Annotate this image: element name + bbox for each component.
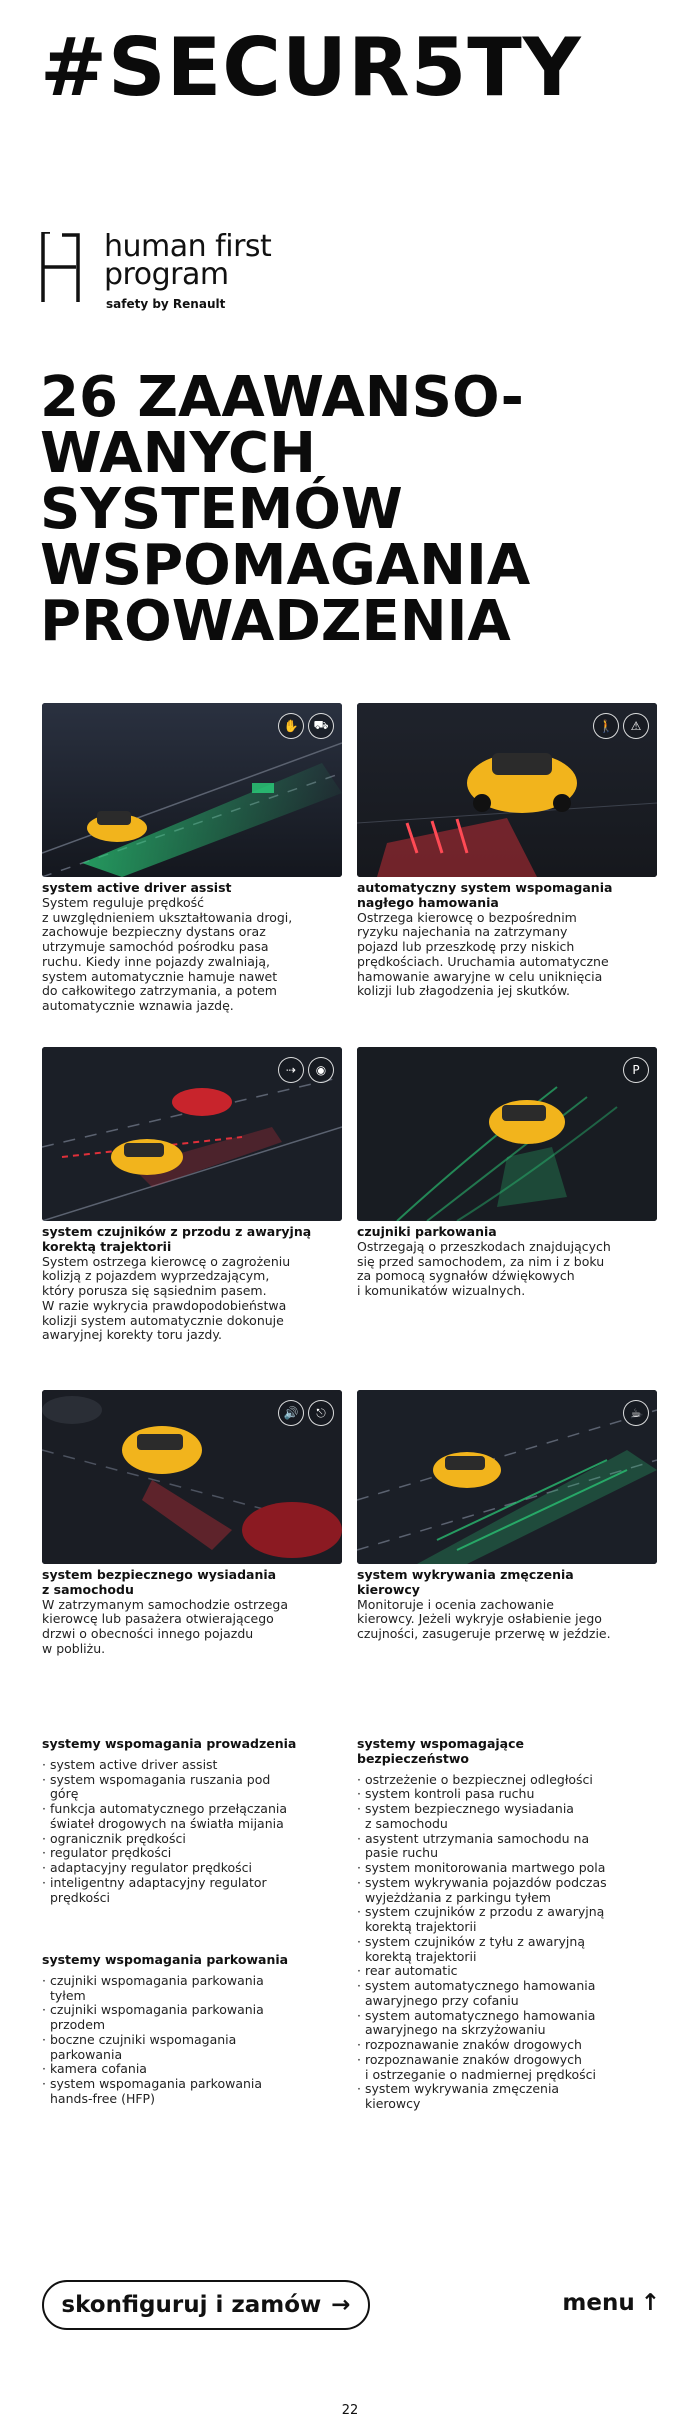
list-item: · kamera cofania xyxy=(42,2062,342,2077)
list-item: · ostrzeżenie o bezpiecznej odległości xyxy=(357,1773,657,1788)
feature-image-emergency-braking xyxy=(357,703,657,877)
brake-warning-icon: ⚠ xyxy=(623,713,649,739)
feature-card-emergency-braking xyxy=(357,703,657,999)
lane-car-icon: ⛟ xyxy=(308,713,334,739)
list-item: · system automatycznego hamowania awaryjnego przy cofaniu xyxy=(357,1979,657,2009)
list-item: · czujniki wspomagania parkowania tyłem xyxy=(42,1974,342,2004)
cta-label: skonfiguruj i zamów xyxy=(61,2292,322,2318)
list-item: · system kontroli pasa ruchu xyxy=(357,1787,657,1802)
feature-card-safe-exit xyxy=(42,1390,342,1657)
logo-tagline: safety by Renault xyxy=(106,297,226,311)
page-headline: 26 ZAAWANSO- WANYCH SYSTEMÓW WSPOMAGANIA PROWADZENIA xyxy=(40,365,531,654)
feature-title: czujniki parkowania xyxy=(357,1224,497,1239)
list-item: · system wspomagania ruszania pod górę xyxy=(42,1773,342,1803)
list-item: · regulator prędkości xyxy=(42,1846,342,1861)
list-item: · boczne czujniki wspomagania parkowania xyxy=(42,2033,342,2063)
list-item: · czujniki wspomagania parkowania przodem xyxy=(42,2003,342,2033)
feature-image-parking-sensors xyxy=(357,1047,657,1221)
feature-image-safe-exit xyxy=(42,1390,342,1564)
feature-card-parking-sensors xyxy=(357,1047,657,1299)
arrow-up-icon: ↑ xyxy=(640,2290,660,2316)
list-item: · system czujników z przodu z awaryjną korektą trajektorii xyxy=(357,1905,657,1935)
feature-text: System reguluje prędkość z uwzględnieniem ukształtowania drogi, zachowuje bezpieczny dystans oraz utrzymuje samochód pośrodku pasa ruchu. Kiedy inne pojazdy zwalniają, system automatycznie hamuje nawet do całkowitego zatrzymania, a potem automatycznie wznawia jazdę. xyxy=(42,894,293,1013)
feature-image-driver-fatigue xyxy=(357,1390,657,1564)
feature-title: system czujników z przodu z awaryjną korektą trajektorii xyxy=(42,1224,312,1254)
list-item: · system wykrywania pojazdów podczas wyjeżdżania z parkingu tyłem xyxy=(357,1876,657,1906)
feature-text: Monitoruje i ocenia zachowanie kierowcy. Jeżeli wykryje osłabienie jego czujności, zasugeruje przerwę w jeździe. xyxy=(357,1596,611,1641)
feature-card-active-driver-assist xyxy=(42,703,342,1014)
speaker-alert-icon: 🔊 xyxy=(278,1400,304,1426)
menu-label: menu xyxy=(562,2290,635,2316)
list-item: · funkcja automatycznego przełączania świateł drogowych na światła mijania xyxy=(42,1802,342,1832)
pedestrian-warning-icon: 🚶 xyxy=(593,713,619,739)
list-safety-systems xyxy=(357,1737,657,2112)
list-item: · system automatycznego hamowania awaryjnego na skrzyżowaniu xyxy=(357,2009,657,2039)
list-item: · inteligentny adaptacyjny regulator prędkości xyxy=(42,1876,342,1906)
list-title: systemy wspomagające bezpieczeństwo xyxy=(357,1736,524,1766)
feature-text: Ostrzega kierowcę o bezpośrednim ryzyku najechania na zatrzymany pojazd lub przeszkodę przy niskich prędkościach. Uruchamia automatyczne hamowanie awaryjne w celu uniknięcia kolizji lub złagodzenia jej skutków. xyxy=(357,909,609,999)
lane-departure-icon: ⇢ xyxy=(278,1057,304,1083)
h-logo-icon xyxy=(40,232,92,302)
list-item: · system wykrywania zmęczenia kierowcy xyxy=(357,2082,657,2112)
parking-sensor-icon: P xyxy=(623,1057,649,1083)
feature-card-driver-fatigue xyxy=(357,1390,657,1642)
list-item: · rear automatic xyxy=(357,1964,657,1979)
logo-line-2: program xyxy=(104,257,229,292)
human-first-logo xyxy=(40,226,340,316)
front-sensor-icon: ◉ xyxy=(308,1057,334,1083)
list-item: · rozpoznawanie znaków drogowych xyxy=(357,2038,657,2053)
door-exit-icon: ⎋ xyxy=(308,1400,334,1426)
feature-text: W zatrzymanym samochodzie ostrzega kierowcę lub pasażera otwierającego drzwi o obecności innego pojazdu w pobliżu. xyxy=(42,1596,288,1656)
list-item: · system wspomagania parkowania hands-free (HFP) xyxy=(42,2077,342,2107)
list-item: · system bezpiecznego wysiadania z samochodu xyxy=(357,1802,657,1832)
feature-image-active-driver-assist xyxy=(42,703,342,877)
logo-line-1: human first xyxy=(104,229,272,264)
feature-title: system bezpiecznego wysiadania z samochodu xyxy=(42,1567,277,1597)
menu-button[interactable] xyxy=(562,2290,660,2316)
arrow-right-icon: → xyxy=(331,2292,351,2318)
list-parking-assistance xyxy=(42,1953,342,2107)
coffee-cup-icon: ☕ xyxy=(623,1400,649,1426)
list-title: systemy wspomagania parkowania xyxy=(42,1952,289,1967)
hashtag-title: #SECUR5TY xyxy=(40,21,582,114)
feature-title: automatyczny system wspomagania nagłego hamowania xyxy=(357,880,613,910)
list-item: · ogranicznik prędkości xyxy=(42,1832,342,1847)
feature-text: Ostrzegają o przeszkodach znajdujących się przed samochodem, za nim i z boku za pomocą sygnałów dźwiękowych i komunikatów wizualnych. xyxy=(357,1238,611,1298)
list-item: · rozpoznawanie znaków drogowych i ostrzeganie o nadmiernej prędkości xyxy=(357,2053,657,2083)
feature-text: System ostrzega kierowcę o zagrożeniu kolizją z pojazdem wyprzedzającym, który porusza się sąsiednim pasem. W razie wykrycia prawdopodobieństwa kolizji system automatycznie dokonuje awaryjnej korekty toru jazdy. xyxy=(42,1253,291,1343)
page-number: 22 xyxy=(341,2403,359,2418)
feature-card-front-sensors xyxy=(42,1047,342,1343)
list-item: · asystent utrzymania samochodu na pasie ruchu xyxy=(357,1832,657,1862)
feature-title: system wykrywania zmęczenia kierowcy xyxy=(357,1567,574,1597)
list-item: · system czujników z tyłu z awaryjną korektą trajektorii xyxy=(357,1935,657,1965)
feature-title: system active driver assist xyxy=(42,880,232,895)
list-item: · system monitorowania martwego pola xyxy=(357,1861,657,1876)
list-item: · system active driver assist xyxy=(42,1758,342,1773)
list-driving-assistance xyxy=(42,1737,342,1905)
list-title: systemy wspomagania prowadzenia xyxy=(42,1736,297,1751)
hands-steering-icon: ✋ xyxy=(278,713,304,739)
configure-and-order-button[interactable] xyxy=(42,2280,370,2330)
feature-image-front-sensors xyxy=(42,1047,342,1221)
list-item: · adaptacyjny regulator prędkości xyxy=(42,1861,342,1876)
